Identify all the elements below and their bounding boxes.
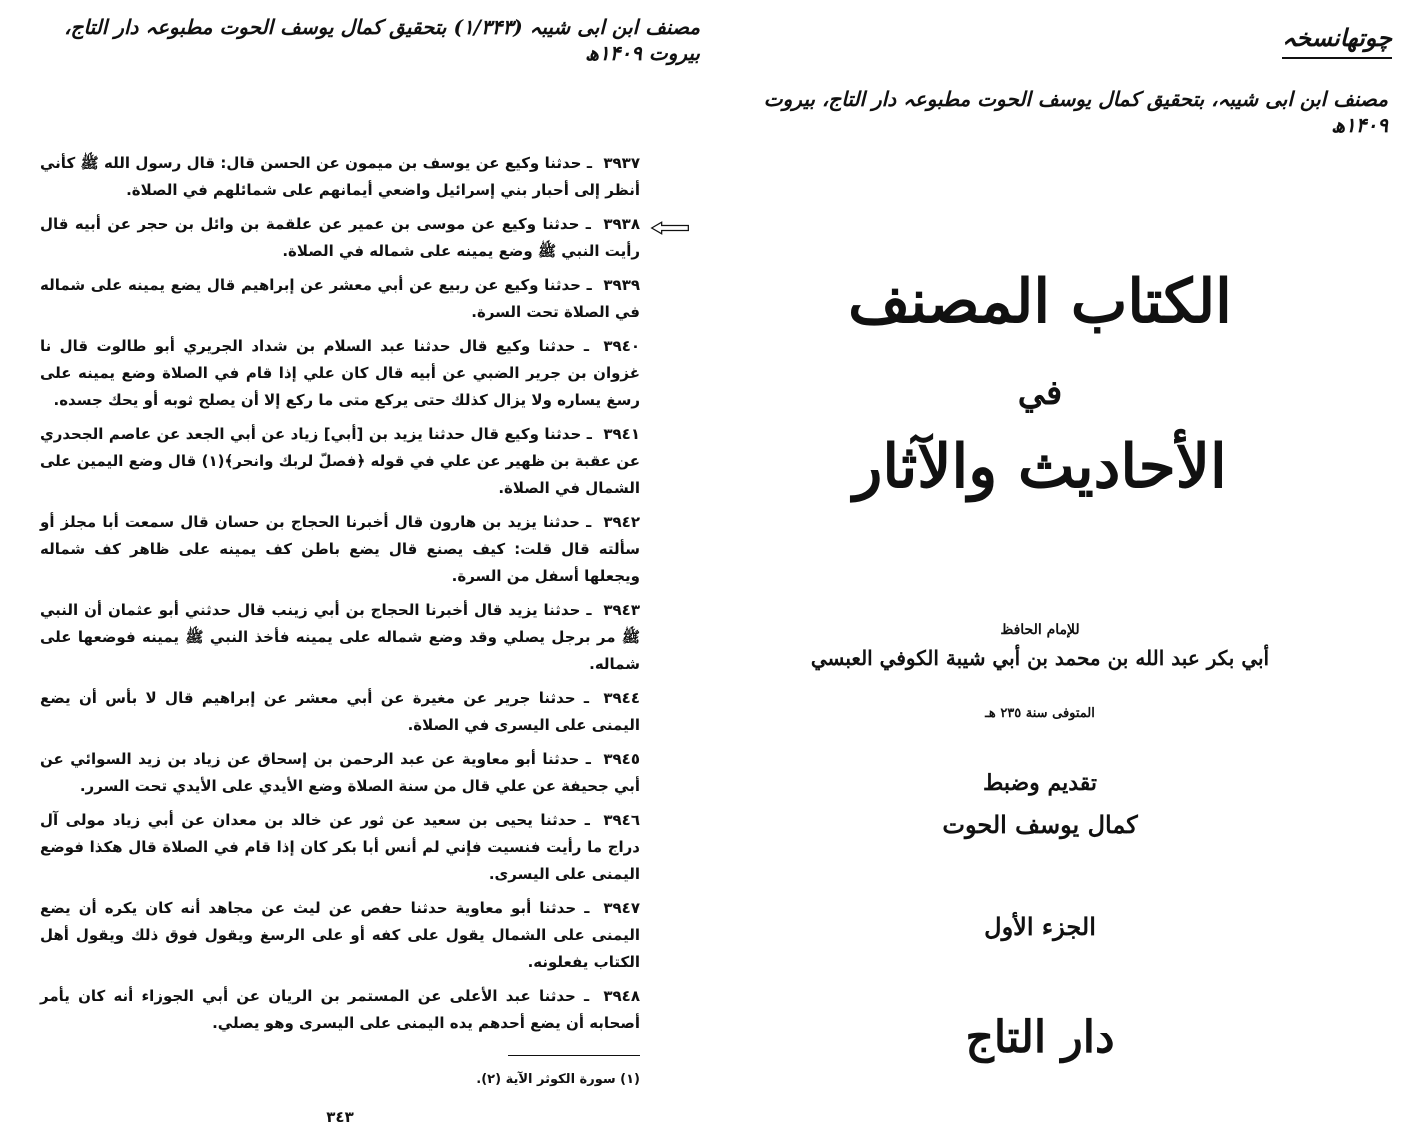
hadith-entry: ٣٩٤٦ ـ حدثنا يحيى بن سعيد عن ثور عن خالد بن معدان عن أبي زياد مولى آل دراج ما رأيت فنسيت فإني لم أنس أبا بكر كان إذا قام في الصلاة قال هكذا فوضع اليمنى على اليسرى. <box>40 811 640 883</box>
hadith-entry: ٣٩٤٨ ـ حدثنا عبد الأعلى عن المستمر بن الريان عن أبي الجوزاء أنه كان يأمر أصحابه أن يضع أحدهم يده اليمنى على اليسرى وهو يصلي. <box>40 987 640 1032</box>
author-death: المتوفى سنة ٢٣٥ هـ <box>985 706 1095 721</box>
publisher-name: دار التاج <box>965 1012 1115 1063</box>
hadith-text: حدثنا وكيع عن ربيع عن أبي معشر عن إبراهيم قال يضع يمينه على شماله في الصلاة تحت السرة. <box>40 276 640 321</box>
author-name: أبي بكر عبد الله بن محمد بن أبي شيبة الكوفي العبسي <box>810 646 1270 670</box>
hadith-number: ٣٩٤٠ <box>603 337 641 355</box>
hadith-number: ٣٩٣٨ <box>603 215 640 233</box>
hadith-number: ٣٩٤٥ <box>603 750 640 768</box>
editor-label: تقديم وضبط <box>982 770 1098 796</box>
hadith-number: ٣٩٤٢ <box>603 513 640 531</box>
hadith-page <box>40 150 640 1126</box>
hadith-number: ٣٩٤١ <box>603 425 640 443</box>
hadith-text: حدثنا وكيع قال حدثنا عبد السلام بن شداد الجريري أبو طالوت قال نا غزوان بن جرير الضبي عن أبيه قال كان علي إذا قام في الصلاة وضع يمينه على رسغ يساره ولا يزال كذلك حتى يركع متى ما ركع إلا أن يصلح ثوبه أو يحك جسده. <box>40 337 640 409</box>
hadith-text: حدثنا أبو معاوية حدثنا حفص عن ليث عن مجاهد أنه كان يكره أن يضع اليمنى على الشمال يقول على كفه أو على الرسغ ويقول فوق ذلك ويقول أهل الكتاب يفعلونه. <box>40 899 640 971</box>
footnote: (١) سورة الكوثر الآية (٢). <box>476 1072 640 1087</box>
book-title-line3: الأحاديث والآثار <box>853 432 1227 502</box>
hadith-text: حدثنا وكيع قال حدثنا يزيد بن [أبي] زياد عن أبي الجعد عن عاصم الجحدري عن عقبة بن ظهير عن علي في قوله ﴿فصلّ لربك وانحر﴾(١) قال وضع اليمين على الشمال في الصلاة. <box>40 425 640 497</box>
hadith-text: حدثنا يحيى بن سعيد عن ثور عن خالد بن معدان عن أبي زياد مولى آل دراج ما رأيت فنسيت فإني لم أنس أبا بكر كان إذا قام في الصلاة قال هكذا فوضع اليمنى على اليسرى. <box>40 811 640 883</box>
hadith-entry: ٣٩٣٧ ـ حدثنا وكيع عن يوسف بن ميمون عن الحسن قال: قال رسول الله ﷺ كأني أنظر إلى أحبار بني إسرائيل واضعي أيمانهم على شمائلهم في الصلاة. <box>40 154 640 199</box>
volume-label: الجزء الأول <box>984 912 1096 941</box>
hadith-entry: ٣٩٣٩ ـ حدثنا وكيع عن ربيع عن أبي معشر عن إبراهيم قال يضع يمينه على شماله في الصلاة تحت السرة. <box>40 276 641 321</box>
hadith-text: حدثنا وكيع عن موسى بن عمير عن علقمة بن وائل بن حجر عن أبيه قال رأيت النبي ﷺ وضع يمينه على شماله في الصلاة. <box>40 215 640 260</box>
hadith-entry: ٣٩٤٧ ـ حدثنا أبو معاوية حدثنا حفص عن ليث عن مجاهد أنه كان يكره أن يضع اليمنى على الشمال يقول على كفه أو على الرسغ ويقول فوق ذلك ويقول أهل الكتاب يفعلونه. <box>40 899 640 971</box>
hadith-entry: ٣٩٤٥ ـ حدثنا أبو معاوية عن عبد الرحمن بن إسحاق عن زياد بن زيد السوائي عن أبي جحيفة عن علي قال من سنة الصلاة وضع الأيدي على الأيدي تحت السرر. <box>40 750 640 795</box>
hadith-text: حدثنا أبو معاوية عن عبد الرحمن بن إسحاق عن زياد بن زيد السوائي عن أبي جحيفة عن علي قال من سنة الصلاة وضع الأيدي على الأيدي تحت السرر. <box>40 750 640 795</box>
hadith-entry: ٣٩٤٠ ـ حدثنا وكيع قال حدثنا عبد السلام بن شداد الجريري أبو طالوت قال نا غزوان بن جرير الضبي عن أبيه قال كان علي إذا قام في الصلاة وضع يمينه على رسغ يساره ولا يزال كذلك حتى يركع متى ما ركع إلا أن يصلح ثوبه أو يحك جسده. <box>40 337 641 409</box>
hadith-text: حدثنا وكيع عن يوسف بن ميمون عن الحسن قال: قال رسول الله ﷺ كأني أنظر إلى أحبار بني إسرائيل واضعي أيمانهم على شمائلهم في الصلاة. <box>40 154 640 199</box>
right-page-reference: مصنف ابن ابی شیبہ، بتحقیق کمال یوسف الحوت مطبوعہ دار التاج، بیروت ۱۴۰۹ھ <box>763 87 1388 137</box>
page-number: ٣٤٣ <box>326 1108 354 1126</box>
hadith-entry: ٣٩٤١ ـ حدثنا وكيع قال حدثنا يزيد بن [أبي] زياد عن أبي الجعد عن عاصم الجحدري عن عقبة بن ظهير عن علي في قوله ﴿فصلّ لربك وانحر﴾(١) قال وضع اليمين على الشمال في الصلاة. <box>40 425 640 497</box>
hadith-number: ٣٩٤٦ <box>603 811 640 829</box>
editor-name: كمال يوسف الحوت <box>942 810 1138 839</box>
arrow-left-icon <box>650 219 690 237</box>
footnote-divider <box>508 1055 640 1056</box>
hadith-entry: ٣٩٤٤ ـ حدثنا جرير عن مغيرة عن أبي معشر عن إبراهيم قال لا بأس أن يضع اليمنى على اليسرى في الصلاة. <box>40 689 640 734</box>
hadith-text: حدثنا يزيد قال أخبرنا الحجاج بن أبي زينب قال حدثني أبو عثمان أن النبي ﷺ مر برجل يصلي وقد وضع شماله على يمينه فأخذ النبي ﷺ يمينه فوضعها على شماله. <box>40 601 640 673</box>
hadith-number: ٣٩٤٤ <box>603 689 640 707</box>
hadith-number: ٣٩٣٧ <box>603 154 640 172</box>
hadith-number: ٣٩٣٩ <box>603 276 641 294</box>
book-title-line1: الكتاب المصنف <box>848 267 1232 337</box>
book-title-line2: في <box>1017 373 1063 413</box>
hadith-list <box>40 150 640 1037</box>
hadith-number: ٣٩٤٨ <box>603 987 640 1005</box>
hadith-entry: ٣٩٤٣ ـ حدثنا يزيد قال أخبرنا الحجاج بن أبي زينب قال حدثني أبو عثمان أن النبي ﷺ مر برجل يصلي وقد وضع شماله على يمينه فأخذ النبي ﷺ يمينه فوضعها على شماله. <box>40 601 640 673</box>
hadith-number: ٣٩٤٧ <box>603 899 640 917</box>
hadith-number: ٣٩٤٣ <box>603 601 640 619</box>
author-prefix: للإمام الحافظ <box>1000 622 1080 638</box>
hadith-text: حدثنا يزيد بن هارون قال أخبرنا الحجاج بن حسان قال سمعت أبا مجلز أو سألته قال قلت: كيف يصنع قال يضع باطن كف يمينه على ظاهر كف شماله ويجعلها أسفل من السرة. <box>40 513 640 585</box>
left-page-reference: مصنف ابن ابی شیبہ (۱/۳۴۳) بتحقیق کمال یوسف الحوت مطبوعہ دار التاج، بیروت ۱۴۰۹ھ <box>64 15 700 65</box>
copy-label: چوتھانسخہ <box>1282 22 1392 59</box>
hadith-text: حدثنا عبد الأعلى عن المستمر بن الريان عن أبي الجوزاء أنه كان يأمر أصحابه أن يضع أحدهم يده اليمنى على اليسرى وهو يصلي. <box>40 987 640 1032</box>
hadith-entry: ٣٩٣٨ ـ حدثنا وكيع عن موسى بن عمير عن علقمة بن وائل بن حجر عن أبيه قال رأيت النبي ﷺ وضع يمينه على شماله في الصلاة. <box>40 215 640 260</box>
hadith-text: حدثنا جرير عن مغيرة عن أبي معشر عن إبراهيم قال لا بأس أن يضع اليمنى على اليسرى في الصلاة. <box>40 689 640 734</box>
hadith-entry: ٣٩٤٢ ـ حدثنا يزيد بن هارون قال أخبرنا الحجاج بن حسان قال سمعت أبا مجلز أو سألته قال قلت: كيف يصنع قال يضع باطن كف يمينه على ظاهر كف شماله ويجعلها أسفل من السرة. <box>40 513 640 585</box>
